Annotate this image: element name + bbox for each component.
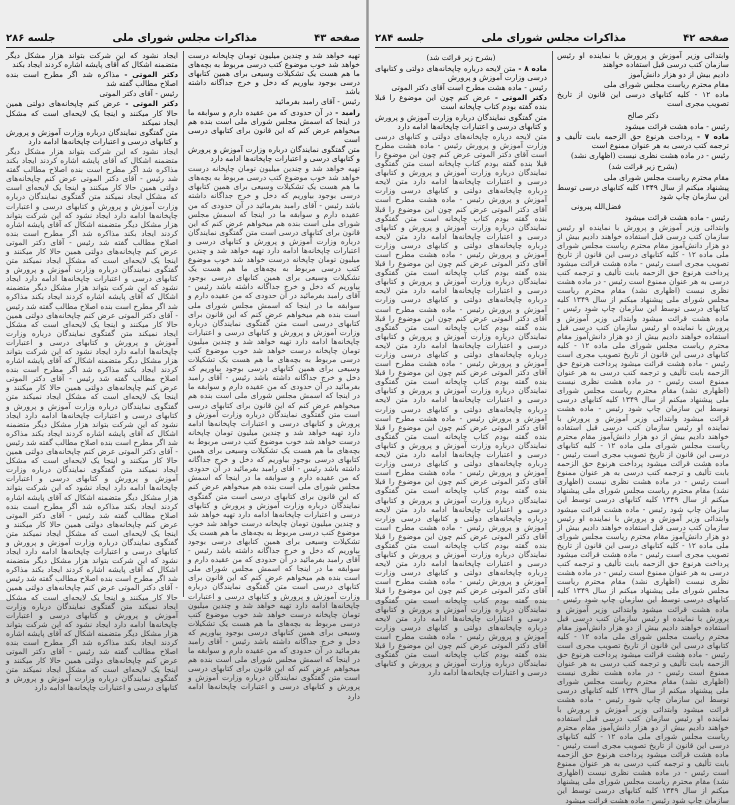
left-col-left-speaker-label: دکتر الموتی -	[120, 99, 178, 109]
left-col-left-paragraph: دکتر الموتی - عرض کنم چاپخانه‌های دولتی همین حالا کار میکنند و اینجا یک لایحه‌ای است که مشکل ایجاد نمیکند	[6, 99, 178, 127]
right-header-rule	[375, 47, 729, 48]
right-page-column-right	[557, 51, 730, 805]
right-col-right-paragraph: رئیس - ماده هشت قرائت میشود	[624, 121, 729, 131]
right-col-left-speaker-label: ماده ۸ -	[515, 64, 547, 74]
left-col-right-speaker-label: رامبد -	[332, 107, 360, 117]
right-col-right-centered-note: (بشرح زیر قرائت شد)	[608, 162, 678, 172]
right-page-number: صفحه ۴۲	[683, 32, 729, 44]
left-col-right-paragraph: متن گفتگوی نمایندگان درباره وزارت آموزش و پرورش و کتابهای درسی و اعتبارات چاپخانه‌ها ادامه دارد	[188, 144, 360, 164]
right-page-column-left	[375, 51, 547, 678]
right-col-right-signature: فضل‌الله پیرونی	[571, 202, 622, 212]
left-col-left-paragraph: متن گفتگوی نمایندگان درباره وزارت آموزش و پرورش و کتابهای درسی و اعتبارات چاپخانه‌ها ادامه دارد	[6, 127, 178, 146]
right-col-left-body-text: متن لایحه درباره چاپخانه‌های دولتی و کتابهای درسی وزارت آموزش و پرورش رئیس - ماده هشت مطرح است آقای دکتر الموتی عرض کنم چون این موضوع را قبلا بنده گفته بودم کتاب چاپخانه است متن گفتگوی نمایندگان درباره وزارت آموزش و پرورش و کتابهای درسی و اعتبارات چاپخانه‌ها ادامه دارد متن لایحه درباره چاپخانه‌های دولتی و کتابهای درسی وزارت آموزش و پرورش رئیس - ماده هشت مطرح است آقای دکتر الموتی عرض کنم چون این موضوع را قبلا بنده گفته بودم کتاب چاپخانه است متن گفتگوی نمایندگان درباره وزارت آموزش و پرورش و کتابهای درسی و اعتبارات چاپخانه‌ها ادامه دارد متن لایحه درباره چاپخانه‌های دولتی و کتابهای درسی وزارت آموزش و پرورش رئیس - ماده هشت مطرح است آقای دکتر الموتی عرض کنم چون این موضوع را قبلا بنده گفته بودم کتاب چاپخانه است متن گفتگوی نمایندگان درباره وزارت آموزش و پرورش و کتابهای درسی و اعتبارات چاپخانه‌ها ادامه دارد متن لایحه درباره چاپخانه‌های دولتی و کتابهای درسی وزارت آموزش و پرورش رئیس - ماده هشت مطرح است آقای دکتر الموتی عرض کنم چون این موضوع را قبلا بنده گفته بودم کتاب چاپخانه است متن گفتگوی نمایندگان درباره وزارت آموزش و پرورش و کتابهای درسی و اعتبارات چاپخانه‌ها ادامه دارد متن لایحه درباره چاپخانه‌های دولتی و کتابهای درسی وزارت آموزش و پرورش رئیس - ماده هشت مطرح است آقای دکتر الموتی عرض کنم چون این موضوع را قبلا بنده گفته بودم کتاب چاپخانه است متن گفتگوی نمایندگان درباره وزارت آموزش و پرورش و کتابهای درسی و اعتبارات چاپخانه‌ها ادامه دارد متن لایحه درباره چاپخانه‌های دولتی و کتابهای درسی وزارت آموزش و پرورش رئیس - ماده هشت مطرح است آقای دکتر الموتی عرض کنم چون این موضوع را قبلا بنده گفته بودم کتاب چاپخانه است متن گفتگوی نمایندگان درباره وزارت آموزش و پرورش و کتابهای درسی و اعتبارات چاپخانه‌ها ادامه دارد متن لایحه درباره چاپخانه‌های دولتی و کتابهای درسی وزارت آموزش و پرورش رئیس - ماده هشت مطرح است آقای دکتر الموتی عرض کنم چون این موضوع را قبلا بنده گفته بودم کتاب چاپخانه است متن گفتگوی نمایندگان درباره وزارت آموزش و پرورش و کتابهای درسی و اعتبارات چاپخانه‌ها ادامه دارد متن لایحه درباره چاپخانه‌های دولتی و کتابهای درسی وزارت آموزش و پرورش رئیس - ماده هشت مطرح است آقای دکتر الموتی عرض کنم چون این موضوع را قبلا بنده گفته بودم کتاب چاپخانه است متن گفتگوی نمایندگان درباره وزارت آموزش و پرورش و کتابهای درسی و اعتبارات چاپخانه‌ها ادامه دارد متن لایحه درباره چاپخانه‌های دولتی و کتابهای درسی وزارت آموزش و پرورش رئیس - ماده هشت مطرح است آقای دکتر الموتی عرض کنم چون این موضوع را قبلا بنده گفته بودم کتاب چاپخانه است متن گفتگوی نمایندگان درباره وزارت آموزش و پرورش و کتابهای درسی و اعتبارات چاپخانه‌ها ادامه دارد متن لایحه درباره چاپخانه‌های دولتی و کتابهای درسی وزارت آموزش و پرورش رئیس - ماده هشت مطرح است آقای دکتر الموتی عرض کنم چون این موضوع را قبلا بنده گفته بودم کتاب چاپخانه است متن گفتگوی نمایندگان درباره وزارت آموزش و پرورش و کتابهای درسی و اعتبارات چاپخانه‌ها ادامه دارد	[375, 131, 547, 678]
right-col-right-paragraph: رئیس - ماده هشت قرائت میشود	[624, 212, 729, 222]
left-col-right-paragraph: تهیه خواهد شد و چندین میلیون تومان چاپخانه درست خواهد شد خوب موضوع کتب درسی مربوط به بچه‌های ما هم هست یک تشکیلات وسیعی برای همین کتابهای درسی بوجود بیاوریم که دخل و خرج جداگانه داشته باشد	[188, 51, 360, 97]
right-col-right-paragraph: وابتدائی وزیر آموزش و پرورش با نماینده او رئیس سازمان کتب درسی قبل استفاده خواهند	[557, 51, 729, 70]
left-page-columns	[6, 51, 360, 701]
left-page-column-right	[188, 51, 360, 701]
right-col-left-centered-note: (بشرح زیر قرائت شد)	[426, 53, 496, 62]
right-col-left-paragraph: رئیس - ماده هشت مطرح است آقای دکتر الموتی	[391, 83, 547, 93]
right-page-columns	[375, 51, 730, 805]
left-col-right-paragraph: رئیس - آقای رامبد بفرمائید	[274, 97, 360, 107]
right-page	[369, 0, 735, 805]
right-col-right-speaker-label: ماده ۷ -	[692, 131, 730, 141]
left-col-right-paragraph: رامبد - در آن حدودی که من عقیده دارم و سوابقه ما در اینجا که اسمش مجلس شورای ملی است بنده هم میخواهم عرض کنم که این قانون برای کتابهای درسی است	[188, 107, 360, 144]
left-page-running-title: مذاکرات مجلس شورای ملی	[112, 32, 258, 44]
right-col-right-centered-note: دکتر صالح	[627, 110, 659, 120]
right-col-left-paragraph: ماده ۸ - متن لایحه درباره چاپخانه‌های دولتی و کتابهای درسی وزارت آموزش و پرورش	[375, 64, 547, 83]
right-col-right-paragraph: دادیم بیش از دو هزار دانش‌آموز	[628, 70, 729, 80]
left-col-left-paragraph: رئیس - آقای دکتر الموتی	[99, 89, 178, 99]
left-page-number: صفحه ۴۳	[314, 32, 360, 44]
left-col-right-body-text: تهیه خواهد شد و چندین میلیون تومان چاپخانه درست خواهد شد خوب موضوع کتب درسی مربوط به بچه‌های ما هم هست یک تشکیلات وسیعی برای همین کتابهای درسی بوجود بیاوریم که دخل و خرج جداگانه داشته باشد رئیس - آقای رامبد بفرمائید در آن حدودی که من عقیده دارم و سوابقه ما در اینجا که اسمش مجلس شورای ملی است بنده هم میخواهم عرض کنم که این قانون برای کتابهای درسی است متن گفتگوی نمایندگان درباره وزارت آموزش و پرورش و کتابهای درسی و اعتبارات چاپخانه‌ها ادامه دارد تهیه خواهد شد و چندین میلیون تومان چاپخانه درست خواهد شد خوب موضوع کتب درسی مربوط به بچه‌های ما هم هست یک تشکیلات وسیعی برای همین کتابهای درسی بوجود بیاوریم که دخل و خرج جداگانه داشته باشد رئیس - آقای رامبد بفرمائید در آن حدودی که من عقیده دارم و سوابقه ما در اینجا که اسمش مجلس شورای ملی است بنده هم میخواهم عرض کنم که این قانون برای کتابهای درسی است متن گفتگوی نمایندگان درباره وزارت آموزش و پرورش و کتابهای درسی و اعتبارات چاپخانه‌ها ادامه دارد تهیه خواهد شد و چندین میلیون تومان چاپخانه درست خواهد شد خوب موضوع کتب درسی مربوط به بچه‌های ما هم هست یک تشکیلات وسیعی برای همین کتابهای درسی بوجود بیاوریم که دخل و خرج جداگانه داشته باشد رئیس - آقای رامبد بفرمائید در آن حدودی که من عقیده دارم و سوابقه ما در اینجا که اسمش مجلس شورای ملی است بنده هم میخواهم عرض کنم که این قانون برای کتابهای درسی است متن گفتگوی نمایندگان درباره وزارت آموزش و پرورش و کتابهای درسی و اعتبارات چاپخانه‌ها ادامه دارد تهیه خواهد شد و چندین میلیون تومان چاپخانه درست خواهد شد خوب موضوع کتب درسی مربوط به بچه‌های ما هم هست یک تشکیلات وسیعی برای همین کتابهای درسی بوجود بیاوریم که دخل و خرج جداگانه داشته باشد رئیس - آقای رامبد بفرمائید در آن حدودی که من عقیده دارم و سوابقه ما در اینجا که اسمش مجلس شورای ملی است بنده هم میخواهم عرض کنم که این قانون برای کتابهای درسی است متن گفتگوی نمایندگان درباره وزارت آموزش و پرورش و کتابهای درسی و اعتبارات چاپخانه‌ها ادامه دارد تهیه خواهد شد و چندین میلیون تومان چاپخانه درست خواهد شد خوب موضوع کتب درسی مربوط به بچه‌های ما هم هست یک تشکیلات وسیعی برای همین کتابهای درسی بوجود بیاوریم که دخل و خرج جداگانه داشته باشد رئیس - آقای رامبد بفرمائید در آن حدودی که من عقیده دارم و سوابقه ما در اینجا که اسمش مجلس شورای ملی است بنده هم میخواهم عرض کنم که این قانون برای کتابهای درسی است متن گفتگوی نمایندگان درباره وزارت آموزش و پرورش و کتابهای درسی و اعتبارات چاپخانه‌ها ادامه دارد تهیه خواهد شد و چندین میلیون تومان چاپخانه درست خواهد شد خوب موضوع کتب درسی مربوط به بچه‌های ما هم هست یک تشکیلات وسیعی برای همین کتابهای درسی بوجود بیاوریم که دخل و خرج جداگانه داشته باشد رئیس - آقای رامبد بفرمائید در آن حدودی که من عقیده دارم و سوابقه ما در اینجا که اسمش مجلس شورای ملی است بنده هم میخواهم عرض کنم که این قانون برای کتابهای درسی است متن گفتگوی نمایندگان درباره وزارت آموزش و پرورش و کتابهای درسی و اعتبارات چاپخانه‌ها ادامه دارد	[188, 164, 360, 701]
right-col-right-paragraph: ماده ۱۲ - کلیه کتابهای درسی این قانون از تاریخ تصویب مجری است	[557, 90, 729, 109]
right-col-right-paragraph: مقام محترم ریاست مجلس شورای ملی	[603, 173, 729, 183]
left-page-header	[6, 30, 360, 46]
left-col-left-paragraph: ایجاد نشود که این شرکت بتواند هزار مشکل دیگر متضمنه اشکال که آقای پایشه اشاره کردند ایجاد بکند	[6, 51, 178, 70]
right-col-left-paragraph: متن گفتگوی نمایندگان درباره وزارت آموزش و پرورش و کتابهای درسی و اعتبارات چاپخانه‌ها ادامه دارد	[375, 112, 547, 131]
left-col-left-paragraph: دکتر الموتی - مذاکره شد اگر مطرح است بنده اصلاح مطالب گفته شد	[6, 70, 179, 89]
right-col-right-paragraph: رئیس - در ماده هشت نظری نیست (اظهاری نشد)	[570, 150, 729, 160]
left-col-left-speaker-label: دکتر الموتی -	[119, 70, 179, 80]
left-page-column-left	[6, 51, 179, 693]
right-col-right-paragraph: مقام محترم ریاست مجلس شورای ملی	[603, 80, 729, 90]
right-col-right-body-text: وابتدائی وزیر آموزش و پرورش با نماینده او رئیس سازمان کتب درسی قبل استفاده خواهند دادیم بیش از دو هزار دانش‌آموز مقام محترم ریاست مجلس شورای ملی ماده ۱۲ - کلیه کتابهای درسی این قانون از تاریخ تصویب مجری است رئیس - ماده هشت قرائت میشود پرداخت هرنوع حق الزحمه بابت تألیف و ترجمه کتب درسی به هر عنوان ممنوع است رئیس - در ماده هشت نظری نیست (اظهاری نشد) مقام محترم ریاست مجلس شورای ملی پیشنهاد میکنم از سال ۱۳۴۹ کلیه کتابهای درسی توسط این سازمان چاپ شود رئیس - ماده هشت قرائت میشود وابتدائی وزیر آموزش و پرورش با نماینده او رئیس سازمان کتب درسی قبل استفاده خواهند دادیم بیش از دو هزار دانش‌آموز مقام محترم ریاست مجلس شورای ملی ماده ۱۲ - کلیه کتابهای درسی این قانون از تاریخ تصویب مجری است رئیس - ماده هشت قرائت میشود پرداخت هرنوع حق الزحمه بابت تألیف و ترجمه کتب درسی به هر عنوان ممنوع است رئیس - در ماده هشت نظری نیست (اظهاری نشد) مقام محترم ریاست مجلس شورای ملی پیشنهاد میکنم از سال ۱۳۴۹ کلیه کتابهای درسی توسط این سازمان چاپ شود رئیس - ماده هشت قرائت میشود وابتدائی وزیر آموزش و پرورش با نماینده او رئیس سازمان کتب درسی قبل استفاده خواهند دادیم بیش از دو هزار دانش‌آموز مقام محترم ریاست مجلس شورای ملی ماده ۱۲ - کلیه کتابهای درسی این قانون از تاریخ تصویب مجری است رئیس - ماده هشت قرائت میشود پرداخت هرنوع حق الزحمه بابت تألیف و ترجمه کتب درسی به هر عنوان ممنوع است رئیس - در ماده هشت نظری نیست (اظهاری نشد) مقام محترم ریاست مجلس شورای ملی پیشنهاد میکنم از سال ۱۳۴۹ کلیه کتابهای درسی توسط این سازمان چاپ شود رئیس - ماده هشت قرائت میشود وابتدائی وزیر آموزش و پرورش با نماینده او رئیس سازمان کتب درسی قبل استفاده خواهند دادیم بیش از دو هزار دانش‌آموز مقام محترم ریاست مجلس شورای ملی ماده ۱۲ - کلیه کتابهای درسی این قانون از تاریخ تصویب مجری است رئیس - ماده هشت قرائت میشود پرداخت هرنوع حق الزحمه بابت تألیف و ترجمه کتب درسی به هر عنوان ممنوع است رئیس - در ماده هشت نظری نیست (اظهاری نشد) مقام محترم ریاست مجلس شورای ملی پیشنهاد میکنم از سال ۱۳۴۹ کلیه کتابهای درسی توسط این سازمان چاپ شود رئیس - ماده هشت قرائت میشود وابتدائی وزیر آموزش و پرورش با نماینده او رئیس سازمان کتب درسی قبل استفاده خواهند دادیم بیش از دو هزار دانش‌آموز مقام محترم ریاست مجلس شورای ملی ماده ۱۲ - کلیه کتابهای درسی این قانون از تاریخ تصویب مجری است رئیس - ماده هشت قرائت میشود پرداخت هرنوع حق الزحمه بابت تألیف و ترجمه کتب درسی به هر عنوان ممنوع است رئیس - در ماده هشت نظری نیست (اظهاری نشد) مقام محترم ریاست مجلس شورای ملی پیشنهاد میکنم از سال ۱۳۴۹ کلیه کتابهای درسی توسط این سازمان چاپ شود رئیس - ماده هشت قرائت میشود وابتدائی وزیر آموزش و پرورش با نماینده او رئیس سازمان کتب درسی قبل استفاده خواهند دادیم بیش از دو هزار دانش‌آموز مقام محترم ریاست مجلس شورای ملی ماده ۱۲ - کلیه کتابهای درسی این قانون از تاریخ تصویب مجری است رئیس - ماده هشت قرائت میشود پرداخت هرنوع حق الزحمه بابت تألیف و ترجمه کتب درسی به هر عنوان ممنوع است رئیس - در ماده هشت نظری نیست (اظهاری نشد) مقام محترم ریاست مجلس شورای ملی پیشنهاد میکنم از سال ۱۳۴۹ کلیه کتابهای درسی توسط این سازمان چاپ شود رئیس - ماده هشت قرائت میشود	[557, 222, 730, 805]
right-page-running-title: مذاکرات مجلس شورای ملی	[481, 32, 627, 44]
left-page-session: جلسه ۲۸۶	[6, 32, 56, 44]
right-col-right-paragraph: ماده ۷ - پرداخت هرنوع حق الزحمه بابت تألیف و ترجمه کتب درسی به هر عنوان ممنوع است	[557, 131, 730, 150]
right-col-left-speaker-label: دکتر الموتی -	[490, 93, 547, 103]
left-col-left-body-text: ایجاد نشود که این شرکت بتواند هزار مشکل دیگر متضمنه اشکال که آقای پایشه اشاره کردند ایجاد بکند مذاکره شد اگر مطرح است بنده اصلاح مطالب گفته شد رئیس - آقای دکتر الموتی عرض کنم چاپخانه‌های دولتی همین حالا کار میکنند و اینجا یک لایحه‌ای است که مشکل ایجاد نمیکند متن گفتگوی نمایندگان درباره وزارت آموزش و پرورش و کتابهای درسی و اعتبارات چاپخانه‌ها ادامه دارد ایجاد نشود که این شرکت بتواند هزار مشکل دیگر متضمنه اشکال که آقای پایشه اشاره کردند ایجاد بکند مذاکره شد اگر مطرح است بنده اصلاح مطالب گفته شد رئیس - آقای دکتر الموتی عرض کنم چاپخانه‌های دولتی همین حالا کار میکنند و اینجا یک لایحه‌ای است که مشکل ایجاد نمیکند متن گفتگوی نمایندگان درباره وزارت آموزش و پرورش و کتابهای درسی و اعتبارات چاپخانه‌ها ادامه دارد ایجاد نشود که این شرکت بتواند هزار مشکل دیگر متضمنه اشکال که آقای پایشه اشاره کردند ایجاد بکند مذاکره شد اگر مطرح است بنده اصلاح مطالب گفته شد رئیس - آقای دکتر الموتی عرض کنم چاپخانه‌های دولتی همین حالا کار میکنند و اینجا یک لایحه‌ای است که مشکل ایجاد نمیکند متن گفتگوی نمایندگان درباره وزارت آموزش و پرورش و کتابهای درسی و اعتبارات چاپخانه‌ها ادامه دارد ایجاد نشود که این شرکت بتواند هزار مشکل دیگر متضمنه اشکال که آقای پایشه اشاره کردند ایجاد بکند مذاکره شد اگر مطرح است بنده اصلاح مطالب گفته شد رئیس - آقای دکتر الموتی عرض کنم چاپخانه‌های دولتی همین حالا کار میکنند و اینجا یک لایحه‌ای است که مشکل ایجاد نمیکند متن گفتگوی نمایندگان درباره وزارت آموزش و پرورش و کتابهای درسی و اعتبارات چاپخانه‌ها ادامه دارد ایجاد نشود که این شرکت بتواند هزار مشکل دیگر متضمنه اشکال که آقای پایشه اشاره کردند ایجاد بکند مذاکره شد اگر مطرح است بنده اصلاح مطالب گفته شد رئیس - آقای دکتر الموتی عرض کنم چاپخانه‌های دولتی همین حالا کار میکنند و اینجا یک لایحه‌ای است که مشکل ایجاد نمیکند متن گفتگوی نمایندگان درباره وزارت آموزش و پرورش و کتابهای درسی و اعتبارات چاپخانه‌ها ادامه دارد ایجاد نشود که این شرکت بتواند هزار مشکل دیگر متضمنه اشکال که آقای پایشه اشاره کردند ایجاد بکند مذاکره شد اگر مطرح است بنده اصلاح مطالب گفته شد رئیس - آقای دکتر الموتی عرض کنم چاپخانه‌های دولتی همین حالا کار میکنند و اینجا یک لایحه‌ای است که مشکل ایجاد نمیکند متن گفتگوی نمایندگان درباره وزارت آموزش و پرورش و کتابهای درسی و اعتبارات چاپخانه‌ها ادامه دارد ایجاد نشود که این شرکت بتواند هزار مشکل دیگر متضمنه اشکال که آقای پایشه اشاره کردند ایجاد بکند مذاکره شد اگر مطرح است بنده اصلاح مطالب گفته شد رئیس - آقای دکتر الموتی عرض کنم چاپخانه‌های دولتی همین حالا کار میکنند و اینجا یک لایحه‌ای است که مشکل ایجاد نمیکند متن گفتگوی نمایندگان درباره وزارت آموزش و پرورش و کتابهای درسی و اعتبارات چاپخانه‌ها ادامه دارد ایجاد نشود که این شرکت بتواند هزار مشکل دیگر متضمنه اشکال که آقای پایشه اشاره کردند ایجاد بکند مذاکره شد اگر مطرح است بنده اصلاح مطالب گفته شد رئیس - آقای دکتر الموتی عرض کنم چاپخانه‌های دولتی همین حالا کار میکنند و اینجا یک لایحه‌ای است که مشکل ایجاد نمیکند متن گفتگوی نمایندگان درباره وزارت آموزش و پرورش و کتابهای درسی و اعتبارات چاپخانه‌ها ادامه دارد	[6, 146, 178, 693]
left-header-rule	[6, 47, 360, 48]
left-page	[0, 0, 366, 701]
right-page-session: جلسه ۲۸۴	[375, 32, 425, 44]
right-page-header	[375, 30, 729, 46]
right-col-left-paragraph: دکتر الموتی - عرض کنم چون این موضوع را قبلا بنده گفته بودم کتاب چاپخانه است	[375, 93, 547, 112]
right-col-right-paragraph: پیشنهاد میکنم از سال ۱۳۴۹ کلیه کتابهای درسی توسط این سازمان چاپ شود	[557, 183, 729, 202]
